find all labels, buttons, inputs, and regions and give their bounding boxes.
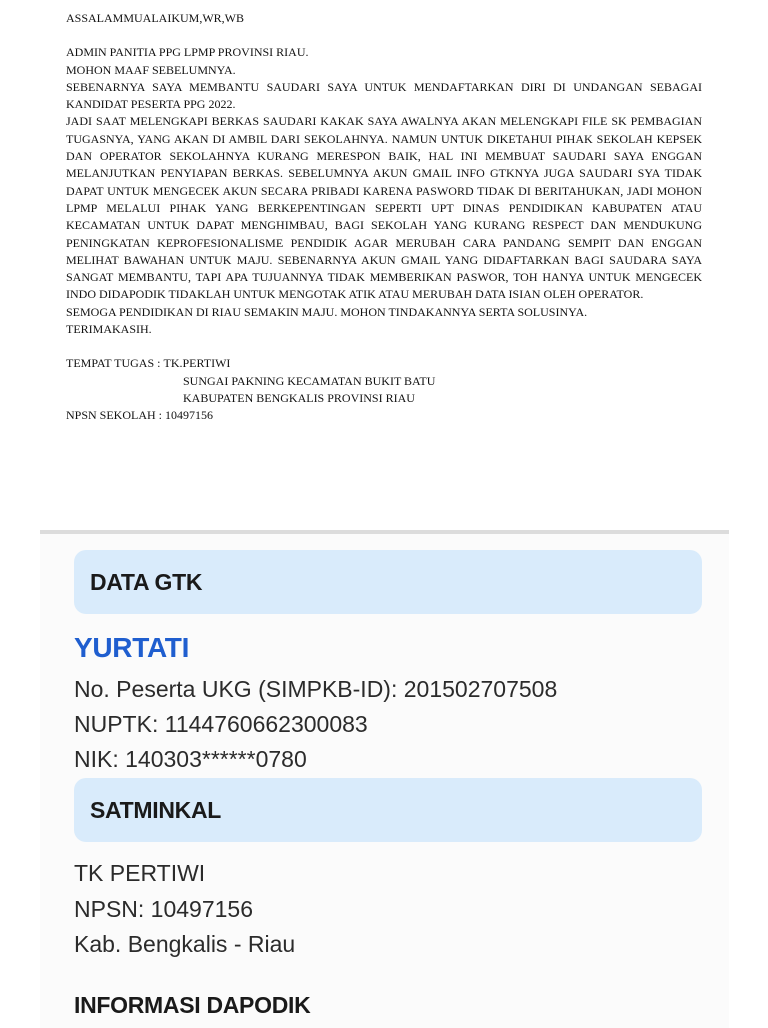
no-peserta-ukg: No. Peserta UKG (SIMPKB-ID): 201502707508: [74, 676, 558, 702]
apology-line: MOHON MAAF SEBELUMNYA.: [66, 62, 236, 77]
letter-text: [66, 10, 702, 425]
npsn-label: NPSN SEKOLAH :: [66, 408, 166, 423]
satminkal-header: SATMINKAL: [74, 778, 702, 842]
gtk-info-screenshot: [40, 530, 729, 1028]
tempat-line-1: TK.PERTIWI: [163, 356, 231, 371]
tempat-label: TEMPAT TUGAS :: [66, 356, 164, 371]
school-npsn: NPSN: 10497156: [74, 896, 254, 922]
body-paragraph: JADI SAAT MELENGKAPI BERKAS SAUDARI KAKAK SAYA AWALNYA AKAN MELENGKAPI FILE SK PEMBAGIAN TUGASNYA, YANG AKAN DI AMBIL DARI SEKOLAHNYA. NAMUN UNTUK DIKETAHUI PIHAK SEKOLAH KEPSEK DAN OPERATOR SEKOLAHNYA KURANG MERESPON BAIK, HAL INI MEMBUAT SAUDARI SAYA ENGGAN MELANJUTKAN PENYIAPAN BERKAS. SEBELUMNYA AKUN GMAIL INFO GTKNYA JUGA SAUDARI SYA TIDAK DAPAT UNTUK MENGECEK AKUN SECARA PRIBADI KARENA PASWORD TIDAK DI BERITAHUKAN, JADI MOHON LPMP MELALUI PIHAK YANG BERKEPENTINGAN SEPERTI UPT DINAS PENDIDIKAN KABUPATEN ATAU KECAMATAN UNTUK DAPAT MENGHIMBAU, BAGI SEKOLAH YANG KURANG RESPECT DAN MENDUKUNG PENINGKATAN KEPROFESIONALISME PENDIDIK AGAR MERUBAH CARA PANDANG SEMPIT DAN ENGGAN MELIHAT BAWAHAN UNTUK MAJU. SEBENARNYA AKUN GMAIL YANG DIDAFTARKAN BAGI SAUDARA SAYA SANGAT MEMBANTU, TAPI APA TUJUANNYA TIDAK MEMBERIKAN PASWOR, TOH HANYA UNTUK MENGECEK INDO DIDAPODIK TIDAKLAH UNTUK MENGOTAK ATIK ATAU MERUBAH DATA ISIAN OLEH OPERATOR.: [66, 114, 702, 302]
gtk-name: YURTATI: [74, 632, 190, 663]
paragraph-gap: [66, 338, 702, 355]
school-name: TK PERTIWI: [74, 860, 206, 886]
npsn-value: 10497156: [165, 408, 214, 423]
nuptk: NUPTK: 1144760662300083: [74, 711, 368, 737]
tempat-line-2: SUNGAI PAKNING KECAMATAN BUKIT BATU: [183, 373, 436, 388]
school-region: Kab. Bengkalis - Riau: [74, 931, 296, 957]
nik: NIK: 140303******0780: [74, 746, 307, 772]
intro-paragraph: SEBENARNYA SAYA MEMBANTU SAUDARI SAYA UNTUK MENDAFTARKAN DIRI DI UNDANGAN SEBAGAI KANDIDAT PESERTA PPG 2022.: [66, 79, 702, 112]
informasi-dapodik-header: INFORMASI DAPODIK: [74, 992, 311, 1018]
paragraph-gap: [66, 27, 702, 44]
address-row-tempat: [66, 355, 702, 372]
closing-wish: SEMOGA PENDIDIKAN DI RIAU SEMAKIN MAJU. MOHON TINDAKANNYA SERTA SOLUSINYA.: [66, 304, 588, 319]
thanks-line: TERIMAKASIH.: [66, 322, 152, 337]
data-gtk-header: DATA GTK: [74, 550, 702, 614]
address-row-npsn: [66, 407, 702, 424]
greeting: ASSALAMMUALAIKUM,WR,WB: [66, 11, 245, 25]
addressee: ADMIN PANITIA PPG LPMP PROVINSI RIAU.: [66, 45, 309, 60]
tempat-line-3: KABUPATEN BENGKALIS PROVINSI RIAU: [183, 390, 415, 405]
